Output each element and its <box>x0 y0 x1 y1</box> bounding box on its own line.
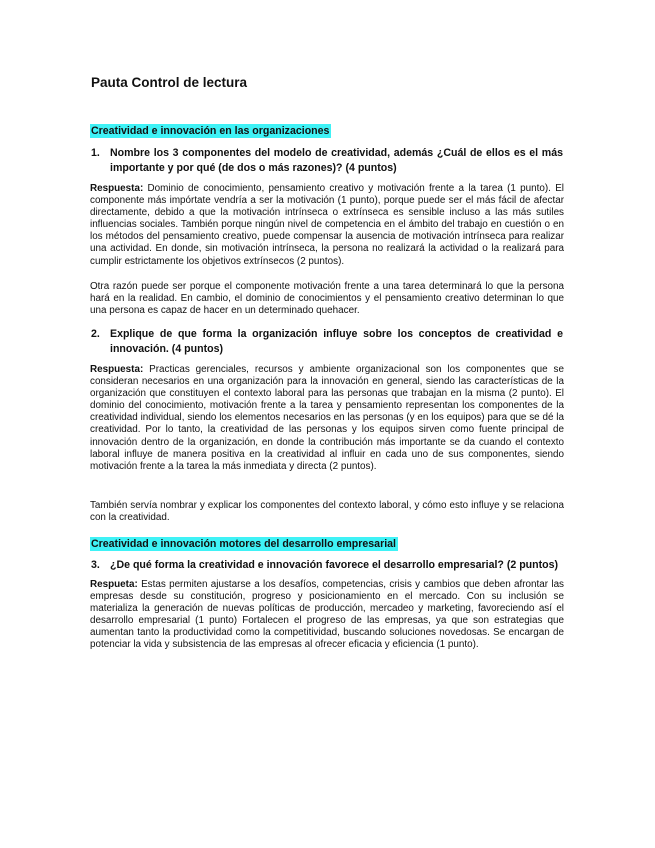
question-1-text: Nombre los 3 componentes del modelo de creatividad, además ¿Cuál de ellos es el más importante y por qué (de dos o más razones)? (4 puntos) <box>110 147 563 174</box>
section-heading-2: Creatividad e innovación motores del desarrollo empresarial <box>91 538 396 550</box>
answer-2-text: Practicas gerenciales, recursos y ambiente organizacional son los componentes que se consideran necesarios en una organización para la innovación en general, siendo las características de la organización que constituyen el contexto laboral para las personas que trabajan en la misma (2 punto). El dominio del conocimiento, motivación frente a la tarea y pensamiento representan los componentes de la creatividad individual, siendo los elementos necesarios en las personas (y en los equipos) para que se dé la creatividad. Por lo tanto, la creatividad de las personas y los equipos sirven como fuente principal de innovación dentro de la organización, en donde la contribución más importante se da cuando el contexto laboral influye de manera positiva en la creatividad al influir en cada uno de sus componentes, siendo motivación frente a la tarea la más inmediata y directa (2 puntos). <box>90 364 564 472</box>
question-1-number: 1. <box>91 147 100 159</box>
answer-1-paragraph <box>90 183 564 268</box>
answer-3-label: Respueta: <box>90 579 138 590</box>
question-2-text: Explique de que forma la organización influye sobre los conceptos de creatividad e innovación. (4 puntos) <box>110 328 563 355</box>
answer-1-text: Dominio de conocimiento, pensamiento creativo y motivación frente a la tarea (1 punto). El componente más impórtate vendría a ser la motivación (1 punto), porque puede ser el más fácil de afectar directamente, debido a que la motivación intrínseca o extrínseca es sensible incluso a las más sutiles influencias sociales. También porque ningún nivel de competencia en el ámbito del trabajo en cuestión o en los métodos del pensamiento creativo, puede compensar la ausencia de motivación intrínseca para realizar una actividad. En donde, sin motivación intrínseca, la persona no realizará la actividad o la realizará para cumplir estrictamente los objetivos extrínsecos (2 puntos). <box>90 183 564 267</box>
question-2-number: 2. <box>91 328 100 340</box>
section-heading-1: Creatividad e innovación en las organizaciones <box>91 125 330 137</box>
answer-1-extra: Otra razón puede ser porque el componente motivación frente a una tarea determinará lo que la persona hará en la realidad. En cambio, el dominio de conocimientos y el pensamiento creativo determinan lo que una persona es capaz de hacer en un determinado quehacer. <box>90 281 564 317</box>
answer-3-paragraph <box>90 579 564 652</box>
answer-1-label: Respuesta: <box>90 183 144 194</box>
answer-2-label: Respuesta: <box>90 364 144 375</box>
answer-3-text: Estas permiten ajustarse a los desafíos, competencias, crisis y cambios que deben afrontar las empresas desde su constitución, progreso y posicionamiento en el mercado. Con su inclusión se materializa la generación de nuevas políticas de producción, mercadeo y marketing, favoreciendo así el desarrollo empresarial (1 punto) Fortalecen el progreso de las empresas, ya que son estrategias que aumentan tanto la productividad como la competitividad, buscando soluciones novedosas. Se encargan de potenciar la vida y subsistencia de las empresas al ofrecer eficacia y eficiencia (1 punto). <box>90 579 564 651</box>
answer-2-extra: También servía nombrar y explicar los componentes del contexto laboral, y cómo esto influye y se relaciona con la creatividad. <box>90 500 564 524</box>
answer-2-paragraph <box>90 364 564 473</box>
page-title: Pauta Control de lectura <box>91 75 248 90</box>
question-3-number: 3. <box>91 559 100 571</box>
question-3-text: ¿De qué forma la creatividad e innovación favorece el desarrollo empresarial? (2 puntos) <box>110 559 559 571</box>
